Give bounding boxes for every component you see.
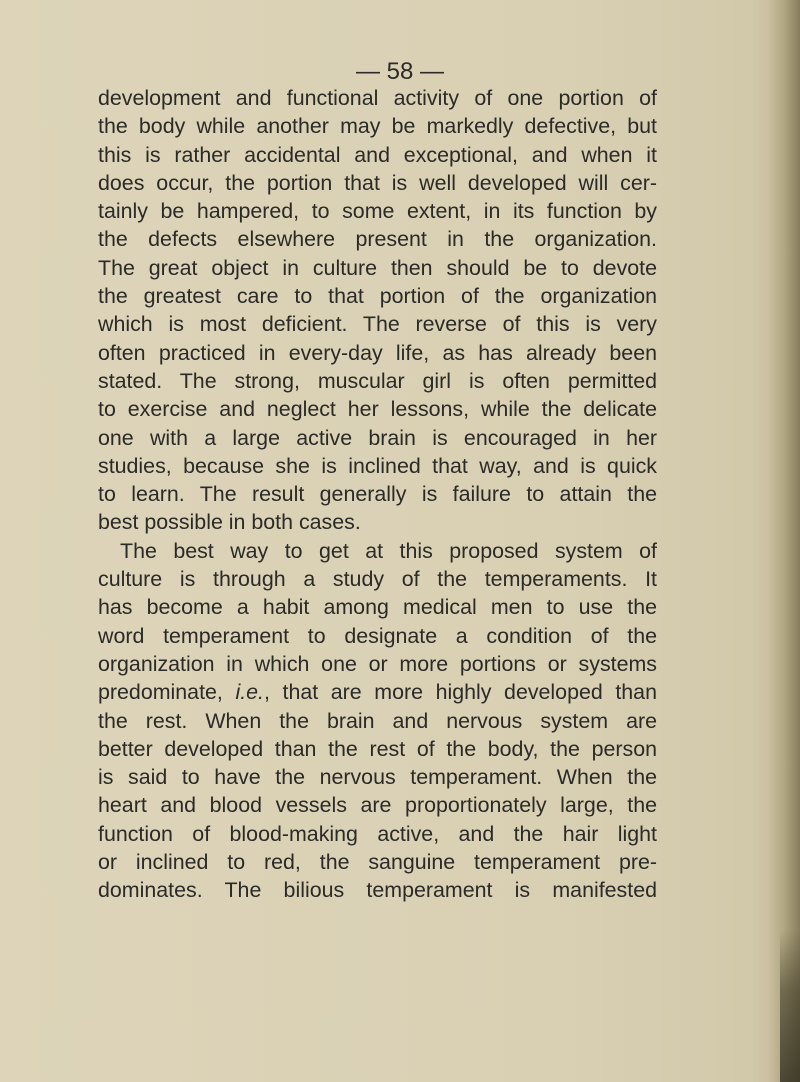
text-line: the body while another may be markedly defective, but bbox=[98, 114, 657, 139]
paragraph-1 bbox=[98, 84, 657, 537]
text-line: dominates. The bilious temperament is manifested bbox=[98, 878, 657, 903]
page-edge-dark bbox=[780, 930, 800, 1082]
text-line: word temperament to designate a condition of the bbox=[98, 623, 657, 648]
text-line: the defects elsewhere present in the organization. bbox=[98, 227, 657, 252]
page-edge-shadow bbox=[768, 0, 800, 1082]
text-line: tainly be hampered, to some extent, in its function by bbox=[98, 199, 657, 224]
body-text bbox=[98, 84, 657, 905]
text-line: one with a large active brain is encouraged in her bbox=[98, 425, 657, 450]
text-line: function of blood-making active, and the hair light bbox=[98, 821, 657, 846]
text-line: stated. The strong, muscular girl is often permitted bbox=[98, 368, 657, 393]
text-line: The best way to get at this proposed system of bbox=[120, 538, 657, 563]
text-line: culture is through a study of the temperaments. It bbox=[98, 567, 657, 592]
text-line: which is most deficient. The reverse of this is very bbox=[98, 312, 657, 337]
text-line-with-italic bbox=[98, 678, 657, 706]
text-line: organization in which one or more portions or systems bbox=[98, 651, 657, 676]
text-line: the rest. When the brain and nervous system are bbox=[98, 708, 657, 733]
text-line: does occur, the portion that is well developed will cer- bbox=[98, 170, 657, 195]
italic-abbreviation: i.e. bbox=[235, 680, 264, 705]
text-line: best possible in both cases. bbox=[98, 510, 361, 535]
text-segment: predominate, bbox=[98, 680, 236, 705]
text-line: to learn. The result generally is failure to attain the bbox=[98, 482, 657, 507]
text-line: heart and blood vessels are proportionately large, the bbox=[98, 793, 657, 818]
paragraph-2 bbox=[98, 537, 657, 905]
text-line: this is rather accidental and exceptional, and when it bbox=[98, 142, 657, 167]
text-segment: , that are more highly developed than bbox=[263, 680, 657, 705]
text-line: studies, because she is inclined that way, and is quick bbox=[98, 453, 657, 478]
text-line: development and functional activity of one portion of bbox=[98, 86, 657, 110]
text-line: the greatest care to that portion of the organization bbox=[98, 284, 657, 309]
text-line: The great object in culture then should be to devote bbox=[98, 255, 657, 280]
text-line: or inclined to red, the sanguine temperament pre- bbox=[98, 850, 657, 875]
text-line: has become a habit among medical men to use the bbox=[98, 595, 657, 620]
text-line: is said to have the nervous temperament. When the bbox=[98, 765, 657, 790]
text-line: to exercise and neglect her lessons, while the delicate bbox=[98, 397, 657, 422]
text-line: often practiced in every-day life, as has already been bbox=[98, 340, 657, 365]
page-number: — 58 — bbox=[355, 58, 445, 85]
text-line: better developed than the rest of the body, the person bbox=[98, 736, 657, 761]
